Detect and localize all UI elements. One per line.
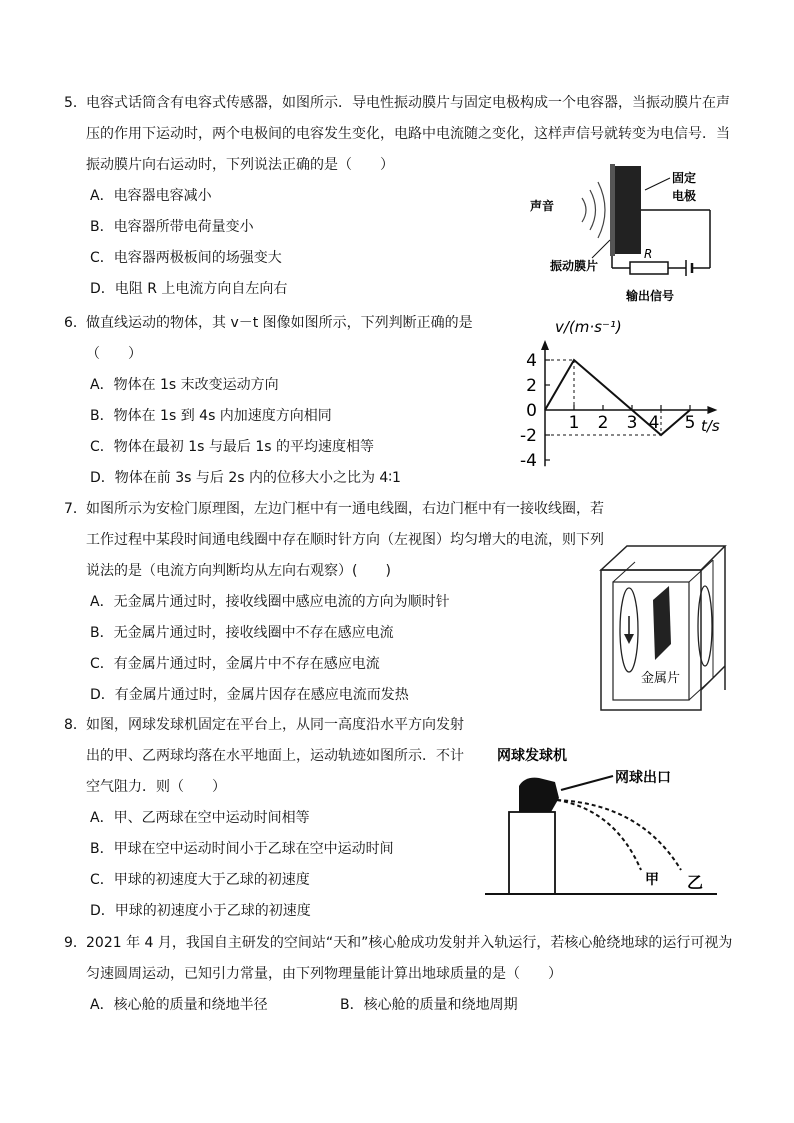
question-stem: 如图所示为安检门原理图，左边门框中有一通电线圈，右边门框中有一接收线圈，若工作过程中某段时间通电线圈中存在顺时针方向（左视图）均匀增大的电流，则下列说法的是（电流方向判断均从左向右观察）( ) [86,501,604,579]
option-d[interactable]: D．甲球的初速度小于乙球的初速度 [90,903,311,919]
outlet-label: 网球出口 [615,770,671,786]
pointer-line [561,776,613,790]
fixed-electrode [615,166,641,254]
x-tick-label: 5 [684,413,696,433]
y-axis-arrow [541,340,549,350]
sound-wave [582,198,586,222]
option-b[interactable]: B．无金属片通过时，接收线圈中不存在感应电流 [90,625,394,641]
x-tick-label: 1 [568,413,580,433]
resistor-label: R [644,247,653,261]
y-tick-label: 4 [526,351,537,371]
resistor [630,262,668,274]
x-axis-label: t/s [701,417,720,435]
gate-frame [601,570,701,710]
option-b[interactable]: B．核心舱的质量和绕地周期 [340,997,518,1013]
x-axis-arrow [707,406,717,414]
question-number: 6． [64,315,87,331]
electrode-label-1: 固定 [672,171,697,185]
question-9 [64,928,734,1021]
sound-label: 声音 [530,199,555,213]
option-a[interactable]: A．电容器电容减小 [90,188,212,204]
option-d[interactable]: D．有金属片通过时，金属片因存在感应电流而发热 [90,687,409,703]
x-tick-label: 4 [648,413,660,433]
option-a[interactable]: A．甲、乙两球在空中运动时间相等 [90,810,310,826]
option-b[interactable]: B．电容器所带电荷量变小 [90,219,254,235]
question-number: 5． [64,95,87,111]
y-tick-label: 2 [526,376,537,396]
trajectory-jia [557,800,641,870]
y-axis-label: v/(m·s⁻¹) [555,318,622,336]
option-d[interactable]: D．物体在前 3s 与后 2s 内的位移大小之比为 4∶1 [90,470,401,486]
option-a[interactable]: A．物体在 1s 末改变运动方向 [90,377,279,393]
option-c[interactable]: C．电容器两极板间的场强变大 [90,250,282,266]
tennis-machine-figure [485,742,725,902]
option-a[interactable]: A．核心舱的质量和绕地半径 [90,997,268,1013]
membrane-label: 振动膜片 [550,259,599,273]
x-tick-label: 3 [626,413,638,433]
security-gate-figure [595,540,735,720]
ball-b-label: 乙 [687,873,704,892]
option-a[interactable]: A．无金属片通过时，接收线圈中感应电流的方向为顺时针 [90,594,450,610]
machine-label: 网球发球机 [497,748,567,764]
question-number: 8． [64,717,87,733]
receiver-coil [698,586,712,666]
option-c[interactable]: C．甲球的初速度大于乙球的初速度 [90,872,310,888]
option-c[interactable]: C．物体在最初 1s 与最后 1s 的平均速度相等 [90,439,374,455]
electrode-label-2: 电极 [672,189,697,203]
membrane [610,164,615,256]
y-tick-label: 0 [526,401,537,421]
y-tick-label: -2 [520,426,537,446]
output-label: 输出信号 [626,289,675,303]
option-b[interactable]: B．物体在 1s 到 4s 内加速度方向相同 [90,408,332,424]
question-stem: 如图，网球发球机固定在平台上，从同一高度沿水平方向发射出的甲、乙两球均落在水平地面上，运动轨迹如图所示．不计空气阻力．则（ ） [86,717,464,795]
option-b[interactable]: B．甲球在空中运动时间小于乙球在空中运动时间 [90,841,394,857]
launcher-machine [519,778,559,812]
metal-plate [653,586,671,660]
option-d[interactable]: D．电阻 R 上电流方向自左向右 [90,281,288,297]
metal-label: 金属片 [641,671,681,686]
x-tick-label: 2 [597,413,609,433]
ball-a-label: 甲 [645,872,659,888]
question-stem: 做直线运动的物体，其 v－t 图像如图所示，下列判断正确的是（ ） [86,315,473,362]
vt-series-line [545,360,690,435]
option-c[interactable]: C．有金属片通过时，金属片中不存在感应电流 [90,656,380,672]
y-tick-label: -4 [520,451,537,471]
question-number: 9． [64,935,87,951]
question-stem: 电容式话筒含有电容式传感器，如图所示．导电性振动膜片与固定电极构成一个电容器，当振动膜片在声压的作用下运动时，两个电极间的电容发生变化，电路中电流随之变化，这样声信号就转变为电信号．当振动膜片向右运动时，下列说法正确的是（ ） [86,95,730,173]
platform [509,812,555,894]
question-number: 7． [64,501,87,517]
microphone-figure [520,160,720,310]
question-stem: 2021 年 4 月，我国自主研发的空间站“天和”核心舱成功发射并入轨运行，若核心舱绕地球的运行可视为匀速圆周运动，已知引力常量，由下列物理量能计算出地球质量的是（ ） [86,935,733,982]
vt-chart [505,312,735,482]
